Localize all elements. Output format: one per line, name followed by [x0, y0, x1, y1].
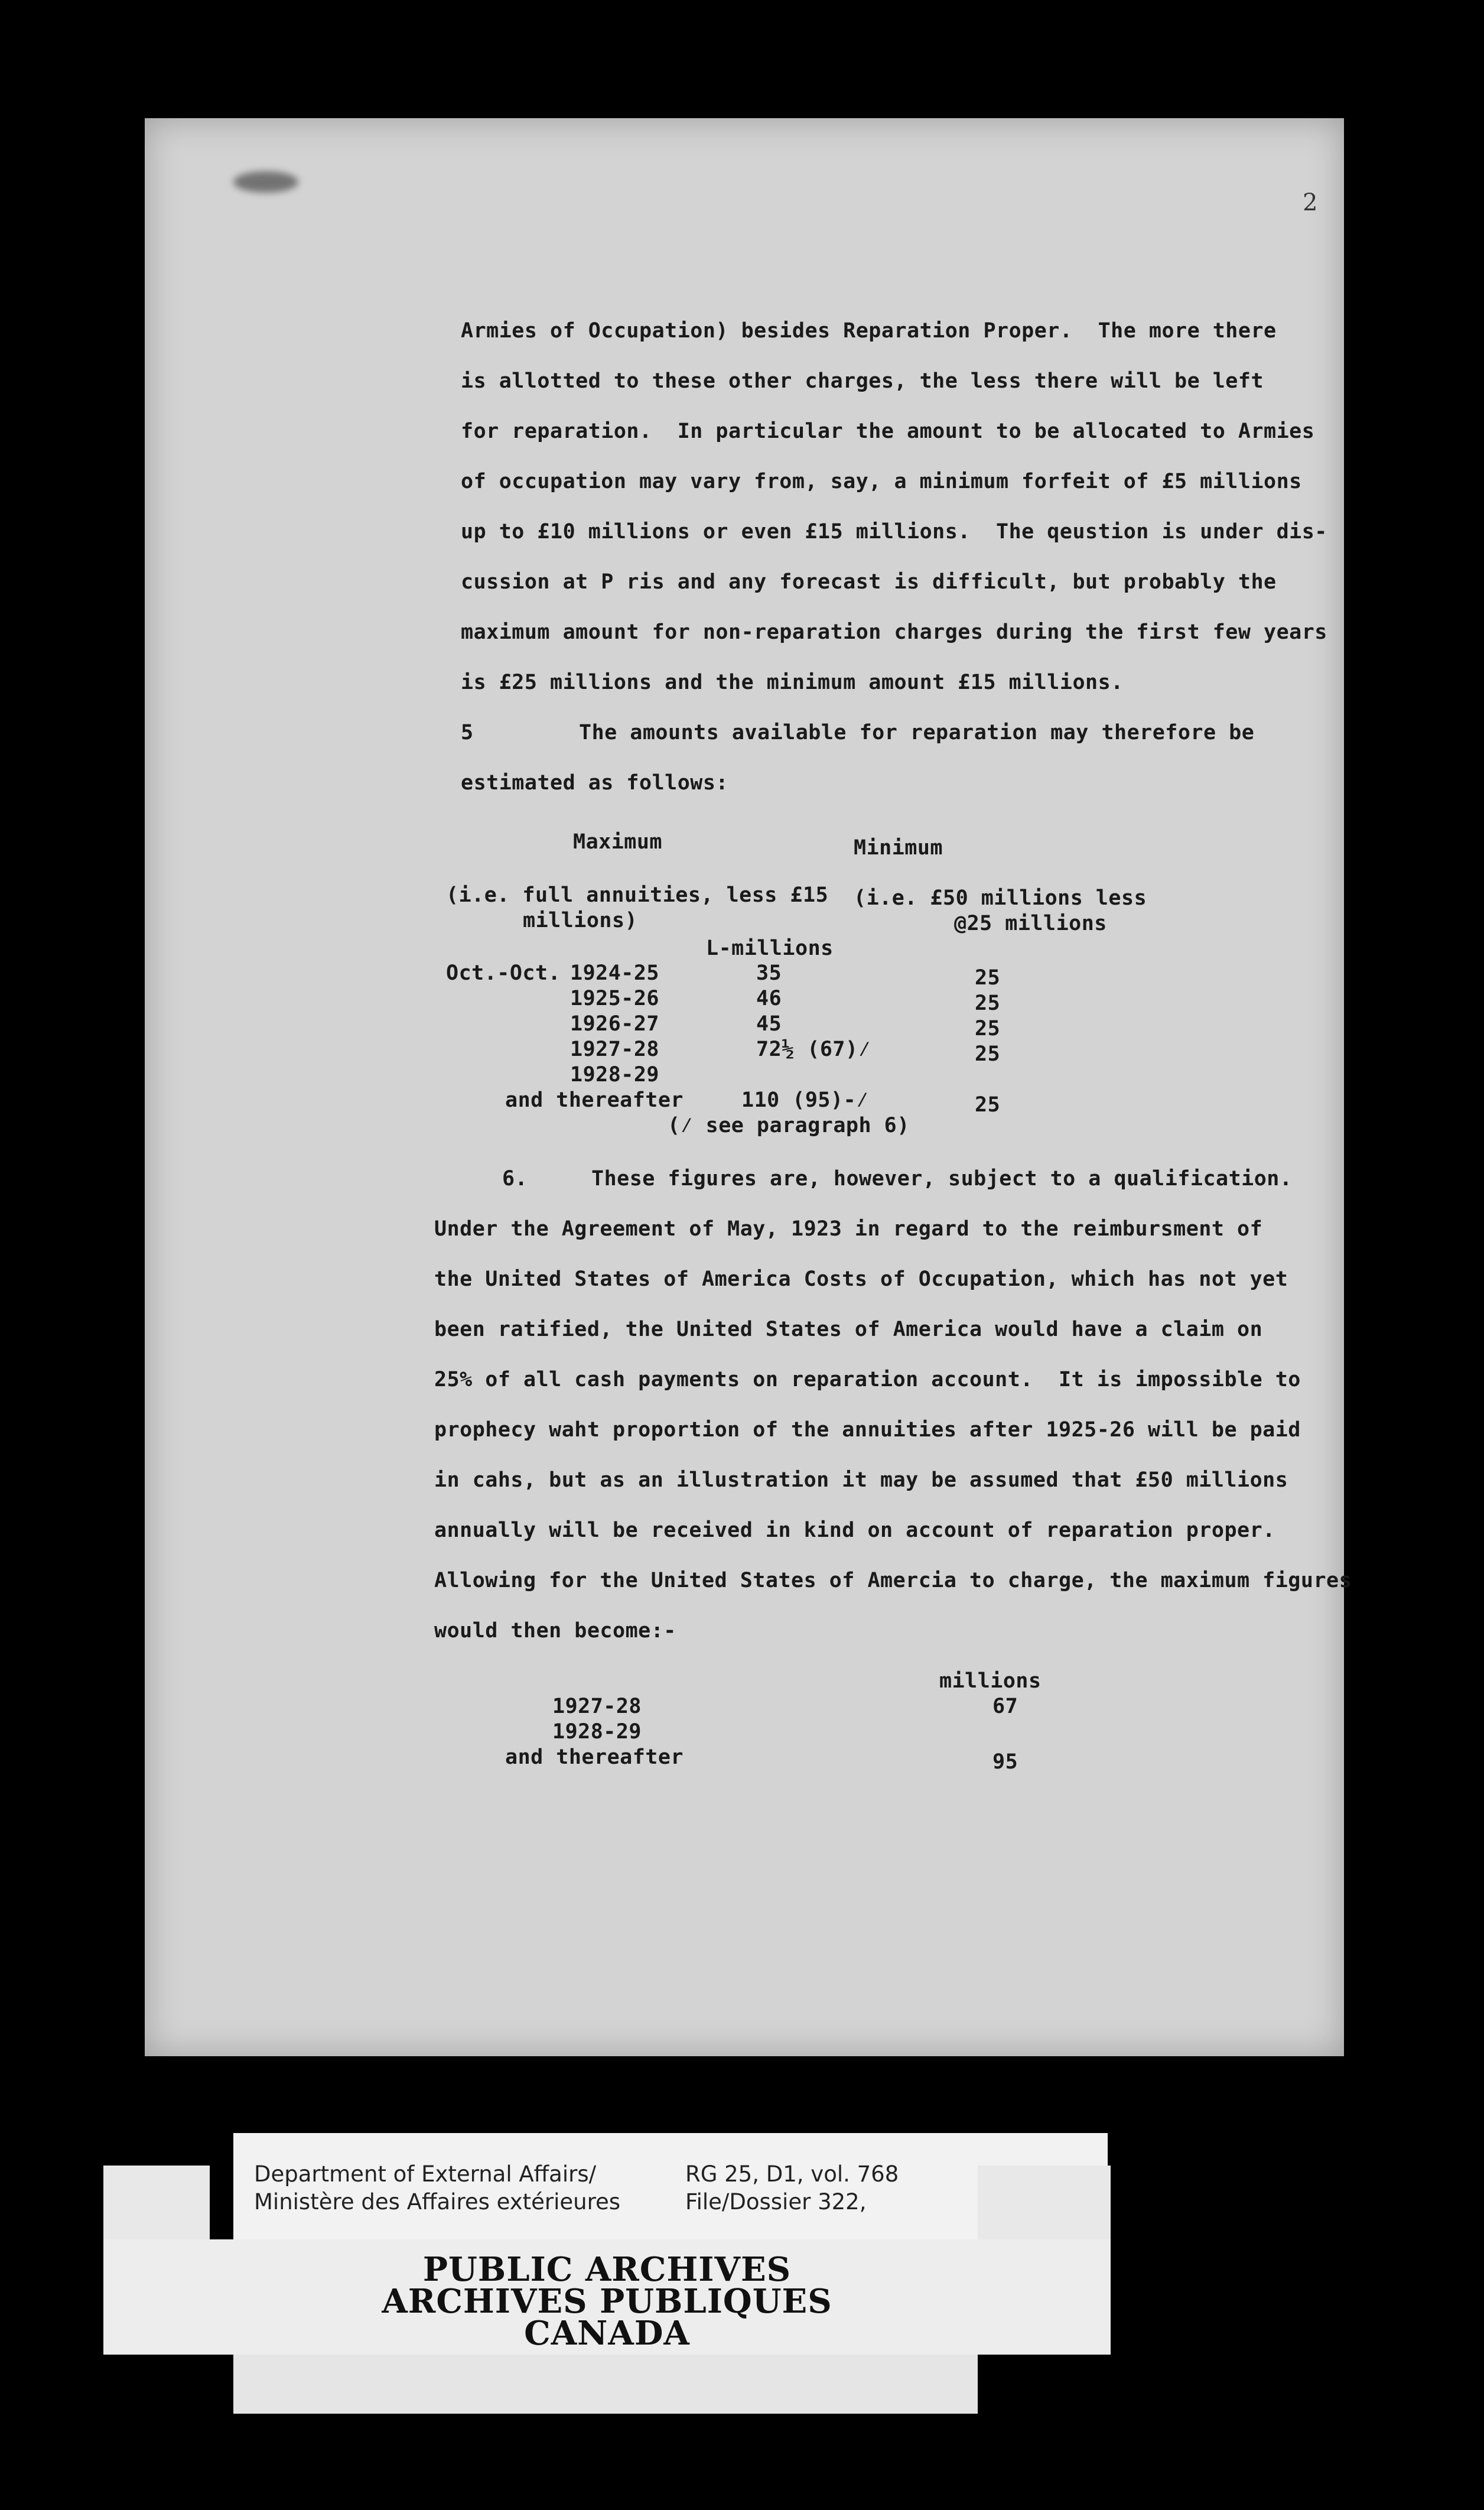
paragraph-line: maximum amount for non-reparation charges during the first few years: [461, 620, 1327, 644]
section-line: Allowing for the United States of Amercia to charge, the maximum figures: [434, 1569, 1352, 1592]
table-header-minimum: Minimum: [854, 836, 943, 860]
table-year: 1926-27: [570, 1012, 660, 1036]
reference-line: File/Dossier 322,: [685, 2189, 867, 2215]
department-line: Department of External Affairs/: [254, 2161, 597, 2187]
section-number: 5: [461, 721, 474, 744]
archive-reference-label: [233, 2133, 1108, 2239]
stamp-base: [233, 2355, 978, 2414]
section-line: in cahs, but as an illustration it may be assumed that £50 millions: [434, 1468, 1288, 1492]
table-header-maximum: Maximum: [573, 830, 663, 854]
section-line: estimated as follows:: [461, 771, 729, 795]
table-max-value: 35: [756, 961, 782, 985]
table-note: (i.e. £50 millions less: [854, 886, 1147, 910]
table-year: 1927-28: [570, 1038, 660, 1061]
table-year: and thereafter: [505, 1088, 684, 1112]
section-line: been ratified, the United States of America would have a claim on: [434, 1318, 1263, 1341]
table-note: millions): [523, 909, 638, 932]
department-line: Ministère des Affaires extérieures: [254, 2189, 621, 2215]
section-line: annually will be received in kind on account of reparation proper.: [434, 1519, 1275, 1542]
table-min-value: 25: [975, 991, 1001, 1015]
table-unit: millions: [939, 1669, 1042, 1693]
table-min-value: 25: [975, 966, 1001, 990]
section-line: 6. These figures are, however, subject to a qualification.: [502, 1167, 1293, 1191]
paragraph-line: is allotted to these other charges, the less there will be left: [461, 369, 1264, 393]
reference-line: RG 25, D1, vol. 768: [685, 2161, 899, 2187]
section-line: would then become:-: [434, 1619, 676, 1643]
table-period-prefix: Oct.-Oct.: [446, 961, 561, 985]
stamp-line: PUBLIC ARCHIVES: [422, 2250, 792, 2289]
stamp-line: ARCHIVES PUBLIQUES: [382, 2282, 832, 2321]
table-min-value: 25: [975, 1042, 1001, 1066]
paragraph-line: cussion at P ris and any forecast is difficult, but probably the: [461, 570, 1277, 594]
page-number: 2: [1303, 189, 1318, 216]
paragraph-line: of occupation may vary from, say, a minimum forfeit of £5 millions: [461, 470, 1302, 493]
table-year: 1924-25: [570, 961, 660, 985]
table-min-value: 25: [975, 1093, 1001, 1117]
table-value: 95: [992, 1750, 1018, 1774]
paragraph-line: up to £10 millions or even £15 millions. The qeustion is under dis-: [461, 520, 1327, 544]
section-line: Under the Agreement of May, 1923 in regard to the reimbursment of: [434, 1217, 1263, 1241]
section-line: the United States of America Costs of Occupation, which has not yet: [434, 1267, 1288, 1291]
table-note: @25 millions: [954, 912, 1107, 935]
table-max-value: 46: [756, 987, 782, 1010]
section-line: prophecy waht proportion of the annuities after 1925-26 will be paid: [434, 1418, 1301, 1442]
table-max-value: 110 (95)-⁄: [741, 1088, 869, 1112]
section-line: The amounts available for reparation may therefore be: [579, 721, 1255, 744]
table-footnote: (⁄ see paragraph 6): [668, 1114, 910, 1137]
section-line: 25% of all cash payments on reparation account. It is impossible to: [434, 1368, 1301, 1391]
stamp-tab: [103, 2166, 210, 2239]
table-year: 1928-29: [552, 1720, 642, 1744]
ink-smudge: [233, 171, 298, 193]
table-year: 1928-29: [570, 1063, 660, 1087]
table-max-value: 45: [756, 1012, 782, 1036]
paragraph-line: for reparation. In particular the amount to be allocated to Armies: [461, 420, 1315, 443]
table-unit: L-millions: [706, 937, 834, 960]
table-value: 67: [992, 1695, 1018, 1718]
paragraph-line: is £25 millions and the minimum amount £15 millions.: [461, 671, 1124, 694]
stamp-tab: [978, 2166, 1111, 2239]
archives-stamp: [103, 2239, 1111, 2355]
paragraph-line: Armies of Occupation) besides Reparation Proper. The more there: [461, 319, 1277, 343]
table-note: (i.e. full annuities, less £15: [446, 883, 829, 907]
document-page: [145, 118, 1352, 2056]
stamp-line: CANADA: [524, 2314, 690, 2353]
table-max-value: 72½ (67)⁄: [756, 1038, 871, 1061]
table-min-value: 25: [975, 1017, 1001, 1041]
table-year: 1927-28: [552, 1695, 642, 1718]
table-year: 1925-26: [570, 987, 660, 1010]
table-year: and thereafter: [505, 1745, 684, 1769]
